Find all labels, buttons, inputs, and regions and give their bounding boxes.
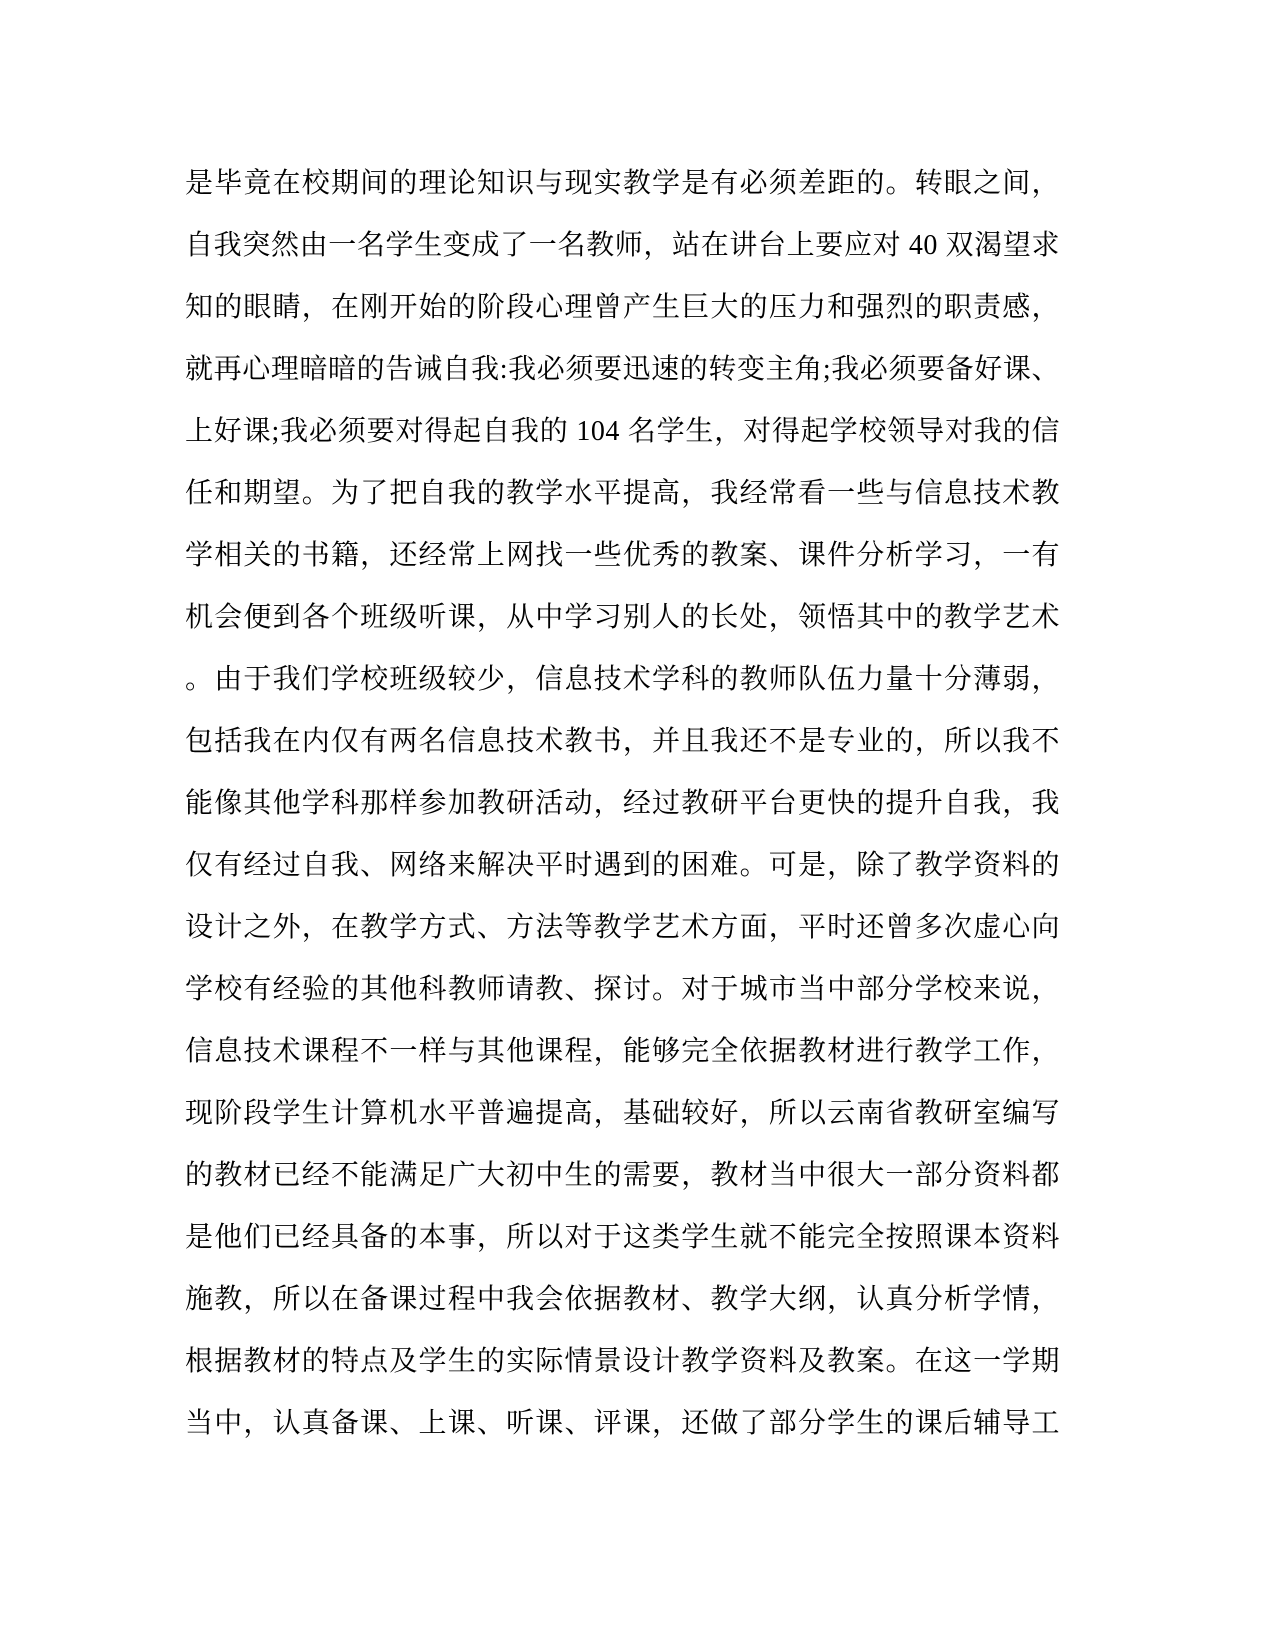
text-line: 能像其他学科那样参加教研活动，经过教研平台更快的提升自我，我 (185, 788, 1060, 819)
text-line: 知的眼睛，在刚开始的阶段心理曾产生巨大的压力和强烈的职责感， (185, 292, 1060, 323)
text-line: 当中，认真备课、上课、听课、评课，还做了部分学生的课后辅导工 (185, 1408, 1060, 1439)
text-line: 学校有经验的其他科教师请教、探讨。对于城市当中部分学校来说， (185, 974, 1060, 1005)
text-line: 就再心理暗暗的告诫自我:我必须要迅速的转变主角;我必须要备好课、 (185, 354, 1060, 385)
text-line: 。由于我们学校班级较少，信息技术学科的教师队伍力量十分薄弱， (185, 664, 1060, 695)
text-line: 设计之外，在教学方式、方法等教学艺术方面，平时还曾多次虚心向 (185, 912, 1060, 943)
text-line: 现阶段学生计算机水平普遍提高，基础较好，所以云南省教研室编写 (185, 1098, 1060, 1129)
text-line: 仅有经过自我、网络来解决平时遇到的困难。可是，除了教学资料的 (185, 850, 1060, 881)
text-line: 信息技术课程不一样与其他课程，能够完全依据教材进行教学工作， (185, 1036, 1060, 1067)
text-line: 的教材已经不能满足广大初中生的需要，教材当中很大一部分资料都 (185, 1160, 1060, 1191)
text-line: 任和期望。为了把自我的教学水平提高，我经常看一些与信息技术教 (185, 478, 1060, 509)
text-line: 是他们已经具备的本事，所以对于这类学生就不能完全按照课本资料 (185, 1222, 1060, 1253)
text-line: 包括我在内仅有两名信息技术教书，并且我还不是专业的，所以我不 (185, 726, 1060, 757)
text-line: 根据教材的特点及学生的实际情景设计教学资料及教案。在这一学期 (185, 1346, 1060, 1377)
paragraph (185, 153, 1060, 1455)
text-line: 施教，所以在备课过程中我会依据教材、教学大纲，认真分析学情， (185, 1284, 1060, 1315)
text-line: 自我突然由一名学生变成了一名教师，站在讲台上要应对 40 双渴望求 (185, 230, 1060, 261)
text-line: 是毕竟在校期间的理论知识与现实教学是有必须差距的。转眼之间， (185, 168, 1060, 199)
text-line: 学相关的书籍，还经常上网找一些优秀的教案、课件分析学习，一有 (185, 540, 1060, 571)
text-line: 上好课;我必须要对得起自我的 104 名学生，对得起学校领导对我的信 (185, 416, 1060, 447)
text-line: 机会便到各个班级听课，从中学习别人的长处，领悟其中的教学艺术 (185, 602, 1060, 633)
